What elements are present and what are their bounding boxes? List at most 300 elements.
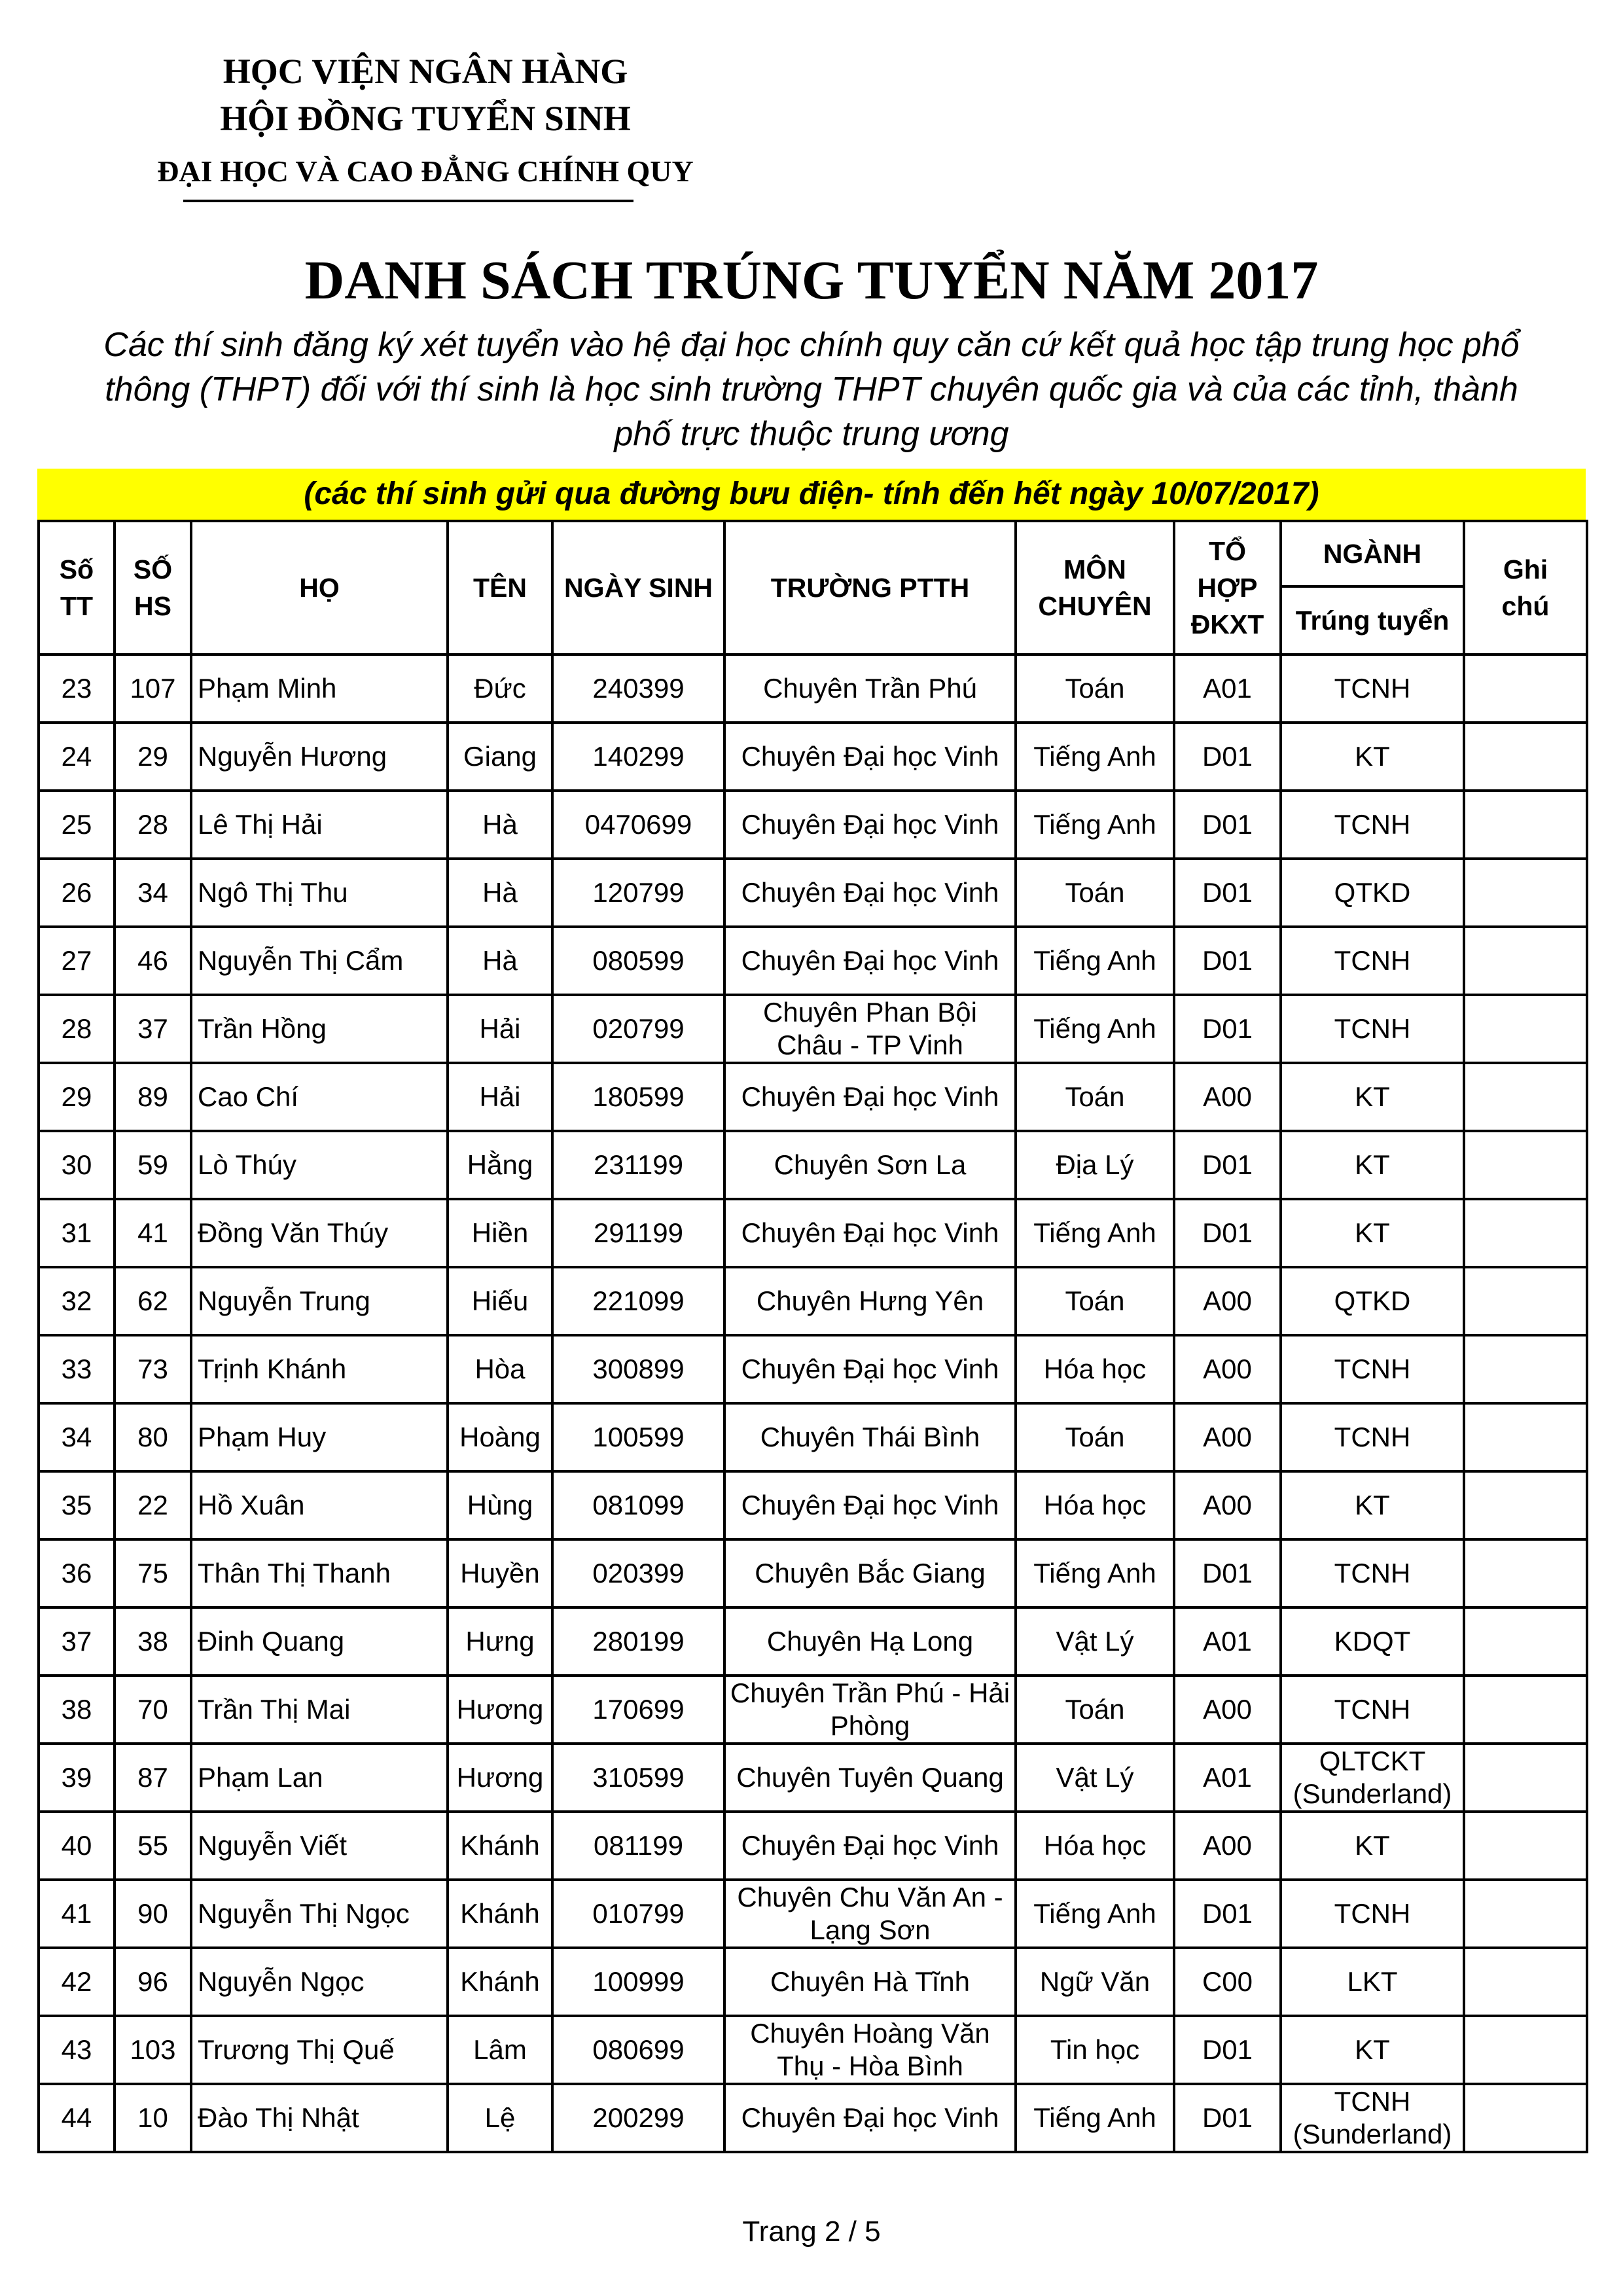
cell-ten: Hương [448, 1744, 552, 1812]
cell-nganh-line: KT [1355, 741, 1390, 772]
cell-stt: 38 [39, 1676, 115, 1744]
cell-ngay-sinh: 300899 [552, 1335, 724, 1403]
cell-shs: 62 [115, 1267, 191, 1335]
cell-nganh [1281, 1812, 1464, 1880]
cell-nganh-line: KT [1355, 2034, 1390, 2065]
col-header-mon-line: CHUYÊN [1038, 591, 1152, 621]
cell-to-hop: D01 [1174, 1199, 1281, 1267]
cell-ghi-chu [1464, 1812, 1587, 1880]
col-header-stt-line: TT [60, 591, 94, 621]
cell-ten: Đức [448, 655, 552, 723]
cell-truong [724, 927, 1016, 995]
cell-truong-line: Châu - TP Vinh [777, 1030, 963, 1060]
cell-ghi-chu [1464, 1199, 1587, 1267]
cell-shs: 34 [115, 859, 191, 927]
cell-ghi-chu [1464, 1539, 1587, 1607]
cell-nganh [1281, 1676, 1464, 1744]
table-row [39, 1880, 1587, 1948]
cell-ghi-chu [1464, 1335, 1587, 1403]
cell-ten: Khánh [448, 1812, 552, 1880]
cell-truong [724, 1199, 1016, 1267]
cell-shs: 59 [115, 1131, 191, 1199]
cell-truong [724, 2016, 1016, 2084]
cell-ngay-sinh: 231199 [552, 1131, 724, 1199]
page-title: DANH SÁCH TRÚNG TUYỂN NĂM 2017 [304, 250, 1319, 311]
cell-to-hop: D01 [1174, 2084, 1281, 2152]
cell-ngay-sinh: 280199 [552, 1607, 724, 1676]
cell-nganh [1281, 1744, 1464, 1812]
cell-mon: Hóa học [1016, 1471, 1174, 1539]
cell-ngay-sinh: 020399 [552, 1539, 724, 1607]
cell-truong [724, 1607, 1016, 1676]
cell-ngay-sinh: 180599 [552, 1063, 724, 1131]
cell-ho: Trương Thị Quế [191, 2016, 448, 2084]
cell-ten: Hiếu [448, 1267, 552, 1335]
cell-shs: 41 [115, 1199, 191, 1267]
cell-truong [724, 2084, 1016, 2152]
cell-to-hop: A01 [1174, 1744, 1281, 1812]
col-header-mon [1016, 521, 1174, 655]
cell-ghi-chu [1464, 1948, 1587, 2016]
cell-to-hop: D01 [1174, 859, 1281, 927]
cell-nganh [1281, 995, 1464, 1063]
cell-stt: 27 [39, 927, 115, 995]
cell-ngay-sinh: 020799 [552, 995, 724, 1063]
table-row [39, 655, 1587, 723]
cell-ghi-chu [1464, 1880, 1587, 1948]
cell-ho: Nguyễn Ngọc [191, 1948, 448, 2016]
cell-stt: 26 [39, 859, 115, 927]
cell-ghi-chu [1464, 791, 1587, 859]
table-row [39, 1676, 1587, 1744]
cell-to-hop: A00 [1174, 1063, 1281, 1131]
cell-mon: Tiếng Anh [1016, 1880, 1174, 1948]
cell-ho: Trịnh Khánh [191, 1335, 448, 1403]
cell-ho: Ngô Thị Thu [191, 859, 448, 927]
cell-stt: 30 [39, 1131, 115, 1199]
cell-mon: Tiếng Anh [1016, 791, 1174, 859]
cell-to-hop: A00 [1174, 1812, 1281, 1880]
cell-to-hop: D01 [1174, 927, 1281, 995]
cell-truong-line: Chuyên Đại học Vinh [741, 809, 999, 840]
cell-truong [724, 1131, 1016, 1199]
cell-shs: 22 [115, 1471, 191, 1539]
cell-nganh [1281, 1539, 1464, 1607]
cell-shs: 29 [115, 723, 191, 791]
cell-truong-line: Chuyên Đại học Vinh [741, 1081, 999, 1112]
cell-shs: 89 [115, 1063, 191, 1131]
table-row [39, 1539, 1587, 1607]
cell-ghi-chu [1464, 1403, 1587, 1471]
table-row [39, 1403, 1587, 1471]
org-name: HỌC VIỆN NGÂN HÀNG [223, 52, 628, 91]
cell-ho: Trần Thị Mai [191, 1676, 448, 1744]
cell-truong-line: Chuyên Hoàng Văn [750, 2018, 990, 2049]
cell-truong-line: Phòng [830, 1710, 910, 1741]
cell-truong-line: Chuyên Đại học Vinh [741, 1217, 999, 1248]
cell-nganh [1281, 1335, 1464, 1403]
table-row [39, 1471, 1587, 1539]
cell-mon: Tiếng Anh [1016, 1539, 1174, 1607]
cell-truong-line: Chuyên Hạ Long [766, 1626, 974, 1657]
cell-nganh [1281, 1471, 1464, 1539]
cell-ghi-chu [1464, 723, 1587, 791]
cell-nganh-line: KT [1355, 1081, 1390, 1112]
col-header-ghi-chu-line: chú [1501, 591, 1550, 621]
cell-stt: 41 [39, 1880, 115, 1948]
cell-ghi-chu [1464, 1676, 1587, 1744]
cell-nganh [1281, 1403, 1464, 1471]
cell-mon: Tiếng Anh [1016, 927, 1174, 995]
cell-ho: Nguyễn Trung [191, 1267, 448, 1335]
cell-nganh-line: KT [1355, 1217, 1390, 1248]
cell-to-hop: A00 [1174, 1471, 1281, 1539]
cell-ho: Lò Thúy [191, 1131, 448, 1199]
table-row [39, 723, 1587, 791]
cell-to-hop: A00 [1174, 1403, 1281, 1471]
cell-ghi-chu [1464, 1267, 1587, 1335]
cell-shs: 107 [115, 655, 191, 723]
cell-nganh [1281, 1199, 1464, 1267]
table-row [39, 1199, 1587, 1267]
cell-nganh [1281, 2016, 1464, 2084]
cell-stt: 31 [39, 1199, 115, 1267]
table-row [39, 1607, 1587, 1676]
cell-stt: 25 [39, 791, 115, 859]
cell-ho: Thân Thị Thanh [191, 1539, 448, 1607]
cell-shs: 55 [115, 1812, 191, 1880]
cell-truong-line: Lạng Sơn [810, 1914, 931, 1945]
cell-nganh-line: TCNH [1334, 1354, 1411, 1384]
cell-truong-line: Chuyên Bắc Giang [755, 1558, 986, 1588]
table-row [39, 1131, 1587, 1199]
cell-stt: 34 [39, 1403, 115, 1471]
cell-mon: Toán [1016, 1267, 1174, 1335]
table-row [39, 2084, 1587, 2152]
cell-nganh-line: TCNH [1334, 1422, 1411, 1452]
cell-mon: Vật Lý [1016, 1607, 1174, 1676]
cell-ho: Nguyễn Hương [191, 723, 448, 791]
cell-to-hop: D01 [1174, 791, 1281, 859]
cell-nganh [1281, 2084, 1464, 2152]
cell-ho: Nguyễn Thị Cẩm [191, 927, 448, 995]
cell-nganh [1281, 1131, 1464, 1199]
cell-to-hop: A01 [1174, 655, 1281, 723]
cell-mon: Tiếng Anh [1016, 1199, 1174, 1267]
cell-truong [724, 1335, 1016, 1403]
cell-nganh-line: TCNH [1334, 673, 1411, 704]
cell-truong [724, 1744, 1016, 1812]
cell-nganh [1281, 927, 1464, 995]
cell-mon: Tin học [1016, 2016, 1174, 2084]
cell-truong-line: Chuyên Trần Phú [763, 673, 977, 704]
col-header-ngay-sinh: NGÀY SINH [552, 521, 724, 655]
table-row [39, 791, 1587, 859]
col-header-mon-line: MÔN [1063, 554, 1126, 584]
col-header-shs-line: SỐ [133, 554, 173, 584]
cell-ho: Đinh Quang [191, 1607, 448, 1676]
cell-ho: Phạm Lan [191, 1744, 448, 1812]
cell-shs: 28 [115, 791, 191, 859]
cell-mon: Toán [1016, 1676, 1174, 1744]
cell-ngay-sinh: 0470699 [552, 791, 724, 859]
cell-stt: 24 [39, 723, 115, 791]
cell-ho: Hồ Xuân [191, 1471, 448, 1539]
cell-truong [724, 791, 1016, 859]
cell-to-hop: D01 [1174, 1539, 1281, 1607]
program-name: ĐẠI HỌC VÀ CAO ĐẲNG CHÍNH QUY [157, 154, 694, 188]
cell-truong-line: Chuyên Hà Tĩnh [770, 1966, 971, 1997]
col-header-ten: TÊN [448, 521, 552, 655]
page-number: Trang 2 / 5 [742, 2215, 881, 2248]
cell-ten: Hà [448, 859, 552, 927]
cell-nganh-line: KT [1355, 1490, 1390, 1520]
cell-mon: Hóa học [1016, 1335, 1174, 1403]
cell-stt: 37 [39, 1607, 115, 1676]
cell-truong-line: Chuyên Trần Phú - Hải [730, 1677, 1010, 1708]
cell-ten: Hằng [448, 1131, 552, 1199]
cell-mon: Tiếng Anh [1016, 995, 1174, 1063]
cell-ngay-sinh: 140299 [552, 723, 724, 791]
cell-ngay-sinh: 080599 [552, 927, 724, 995]
cell-shs: 46 [115, 927, 191, 995]
cell-mon: Tiếng Anh [1016, 723, 1174, 791]
cell-ngay-sinh: 170699 [552, 1676, 724, 1744]
cell-truong-line: Chuyên Đại học Vinh [741, 1354, 999, 1384]
table-row [39, 859, 1587, 927]
cell-ten: Hùng [448, 1471, 552, 1539]
col-header-truong: TRƯỜNG PTTH [724, 521, 1016, 655]
cell-to-hop: C00 [1174, 1948, 1281, 2016]
cell-nganh-line: (Sunderland) [1293, 2119, 1452, 2149]
cell-truong [724, 655, 1016, 723]
cell-ten: Hà [448, 791, 552, 859]
cell-mon: Vật Lý [1016, 1744, 1174, 1812]
cell-nganh [1281, 791, 1464, 859]
cell-mon: Ngữ Văn [1016, 1948, 1174, 2016]
cell-shs: 75 [115, 1539, 191, 1607]
cell-truong [724, 1676, 1016, 1744]
cell-shs: 96 [115, 1948, 191, 2016]
cell-truong-line: Chuyên Đại học Vinh [741, 2102, 999, 2133]
cell-ho: Phạm Huy [191, 1403, 448, 1471]
cell-to-hop: A01 [1174, 1607, 1281, 1676]
col-header-to-hop-line: ĐKXT [1190, 609, 1264, 639]
subtitle-line-3: phố trực thuộc trung ương [614, 415, 1009, 453]
cell-to-hop: D01 [1174, 995, 1281, 1063]
cell-mon: Toán [1016, 655, 1174, 723]
cell-truong [724, 1880, 1016, 1948]
cell-ten: Hải [448, 995, 552, 1063]
cell-shs: 90 [115, 1880, 191, 1948]
cell-stt: 39 [39, 1744, 115, 1812]
cell-truong [724, 1948, 1016, 2016]
table-row [39, 2016, 1587, 2084]
cell-to-hop: D01 [1174, 723, 1281, 791]
table-row [39, 995, 1587, 1063]
cell-nganh-line: TCNH [1334, 945, 1411, 976]
table-body [39, 655, 1587, 2152]
cell-ho: Phạm Minh [191, 655, 448, 723]
table-row [39, 1267, 1587, 1335]
cell-ten: Lâm [448, 2016, 552, 2084]
table-row [39, 1744, 1587, 1812]
cell-truong-line: Chuyên Đại học Vinh [741, 877, 999, 908]
col-header-ghi-chu-line: Ghi [1503, 554, 1548, 584]
table-row [39, 1812, 1587, 1880]
cell-ho: Lê Thị Hải [191, 791, 448, 859]
cell-ghi-chu [1464, 655, 1587, 723]
subtitle-line-1: Các thí sinh đăng ký xét tuyển vào hệ đại học chính quy căn cứ kết quả học tập trung học phổ [103, 326, 1520, 364]
cell-ten: Hương [448, 1676, 552, 1744]
cell-ten: Hiền [448, 1199, 552, 1267]
cell-truong-line: Chuyên Hưng Yên [756, 1285, 984, 1316]
cell-nganh-line: TCNH [1334, 1898, 1411, 1929]
header-divider [183, 200, 633, 202]
cell-stt: 28 [39, 995, 115, 1063]
cell-stt: 35 [39, 1471, 115, 1539]
cell-truong [724, 1471, 1016, 1539]
col-header-shs-line: HS [134, 591, 171, 621]
cell-stt: 44 [39, 2084, 115, 2152]
cell-truong-line: Chuyên Đại học Vinh [741, 1830, 999, 1861]
cell-mon: Hóa học [1016, 1812, 1174, 1880]
cell-nganh-line: KT [1355, 1830, 1390, 1861]
cell-truong [724, 995, 1016, 1063]
cell-truong-line: Thụ - Hòa Bình [777, 2051, 963, 2081]
cell-truong-line: Chuyên Đại học Vinh [741, 945, 999, 976]
cell-truong-line: Chuyên Thái Bình [760, 1422, 980, 1452]
cell-ngay-sinh: 221099 [552, 1267, 724, 1335]
cell-ten: Hà [448, 927, 552, 995]
cell-ho: Trần Hồng [191, 995, 448, 1063]
cell-ten: Khánh [448, 1880, 552, 1948]
cell-shs: 80 [115, 1403, 191, 1471]
cell-mon: Toán [1016, 1063, 1174, 1131]
cell-shs: 38 [115, 1607, 191, 1676]
cell-stt: 29 [39, 1063, 115, 1131]
col-header-to-hop-line: TỔ [1209, 536, 1246, 566]
cell-ghi-chu [1464, 1471, 1587, 1539]
cell-stt: 23 [39, 655, 115, 723]
cell-to-hop: D01 [1174, 2016, 1281, 2084]
cell-ghi-chu [1464, 2084, 1587, 2152]
cell-ngay-sinh: 081199 [552, 1812, 724, 1880]
cell-nganh-line: LKT [1347, 1966, 1398, 1997]
cell-ngay-sinh: 100999 [552, 1948, 724, 2016]
cell-ho: Nguyễn Viết [191, 1812, 448, 1880]
table-row [39, 1063, 1587, 1131]
cell-nganh-line: TCNH [1334, 809, 1411, 840]
col-header-stt [39, 521, 115, 655]
cell-ghi-chu [1464, 2016, 1587, 2084]
cell-ten: Lệ [448, 2084, 552, 2152]
cell-shs: 87 [115, 1744, 191, 1812]
cell-ten: Hưng [448, 1607, 552, 1676]
cell-nganh-line: KDQT [1334, 1626, 1411, 1657]
cell-ngay-sinh: 291199 [552, 1199, 724, 1267]
cell-nganh-line: QTKD [1334, 877, 1411, 908]
cell-nganh [1281, 1880, 1464, 1948]
cell-ten: Hoàng [448, 1403, 552, 1471]
cell-shs: 10 [115, 2084, 191, 2152]
cell-nganh-line: QLTCKT [1319, 1746, 1426, 1776]
cell-ngay-sinh: 310599 [552, 1744, 724, 1812]
col-header-shs [115, 521, 191, 655]
cell-shs: 70 [115, 1676, 191, 1744]
cell-truong-line: Chuyên Tuyên Quang [736, 1762, 1004, 1793]
cell-truong-line: Chuyên Sơn La [774, 1149, 967, 1180]
cell-truong-line: Chuyên Phan Bội [763, 997, 977, 1028]
cell-truong [724, 1403, 1016, 1471]
cell-nganh [1281, 1948, 1464, 2016]
table-row [39, 1948, 1587, 2016]
col-header-ho: HỌ [191, 521, 448, 655]
cell-stt: 43 [39, 2016, 115, 2084]
col-header-to-hop [1174, 521, 1281, 655]
cell-truong [724, 723, 1016, 791]
cell-to-hop: A00 [1174, 1267, 1281, 1335]
council-name: HỘI ĐỒNG TUYỂN SINH [220, 99, 631, 138]
cell-ngay-sinh: 100599 [552, 1403, 724, 1471]
cell-ghi-chu [1464, 1063, 1587, 1131]
cell-truong [724, 1267, 1016, 1335]
cell-nganh [1281, 1063, 1464, 1131]
cell-to-hop: A00 [1174, 1335, 1281, 1403]
cell-nganh-line: QTKD [1334, 1285, 1411, 1316]
date-banner: (các thí sinh gửi qua đường bưu điện- tính đến hết ngày 10/07/2017) [37, 469, 1586, 520]
cell-stt: 42 [39, 1948, 115, 2016]
col-header-to-hop-line: HỢP [1197, 573, 1258, 603]
cell-nganh-line: TCNH [1334, 1013, 1411, 1044]
table-row [39, 1335, 1587, 1403]
cell-truong-line: Chuyên Chu Văn An - [737, 1882, 1003, 1912]
cell-ho: Nguyễn Thị Ngọc [191, 1880, 448, 1948]
cell-ten: Giang [448, 723, 552, 791]
cell-truong-line: Chuyên Đại học Vinh [741, 741, 999, 772]
cell-nganh-line: TCNH [1334, 1558, 1411, 1588]
cell-ten: Hòa [448, 1335, 552, 1403]
cell-truong [724, 1812, 1016, 1880]
cell-ngay-sinh: 080699 [552, 2016, 724, 2084]
cell-nganh-line: (Sunderland) [1293, 1778, 1452, 1809]
cell-shs: 37 [115, 995, 191, 1063]
cell-shs: 103 [115, 2016, 191, 2084]
cell-stt: 32 [39, 1267, 115, 1335]
cell-stt: 40 [39, 1812, 115, 1880]
table-row [39, 927, 1587, 995]
cell-ghi-chu [1464, 995, 1587, 1063]
cell-nganh-line: KT [1355, 1149, 1390, 1180]
cell-mon: Toán [1016, 1403, 1174, 1471]
cell-ghi-chu [1464, 1131, 1587, 1199]
cell-ngay-sinh: 081099 [552, 1471, 724, 1539]
cell-truong-line: Chuyên Đại học Vinh [741, 1490, 999, 1520]
cell-mon: Tiếng Anh [1016, 2084, 1174, 2152]
cell-ho: Cao Chí [191, 1063, 448, 1131]
cell-nganh [1281, 1607, 1464, 1676]
cell-mon: Toán [1016, 859, 1174, 927]
cell-nganh [1281, 859, 1464, 927]
cell-truong [724, 1539, 1016, 1607]
col-header-trung-tuyen: Trúng tuyển [1281, 586, 1464, 655]
cell-ghi-chu [1464, 1744, 1587, 1812]
cell-nganh [1281, 1267, 1464, 1335]
col-header-nganh: NGÀNH [1281, 521, 1464, 586]
cell-ten: Hải [448, 1063, 552, 1131]
cell-nganh-line: TCNH [1334, 2086, 1411, 2117]
cell-stt: 36 [39, 1539, 115, 1607]
